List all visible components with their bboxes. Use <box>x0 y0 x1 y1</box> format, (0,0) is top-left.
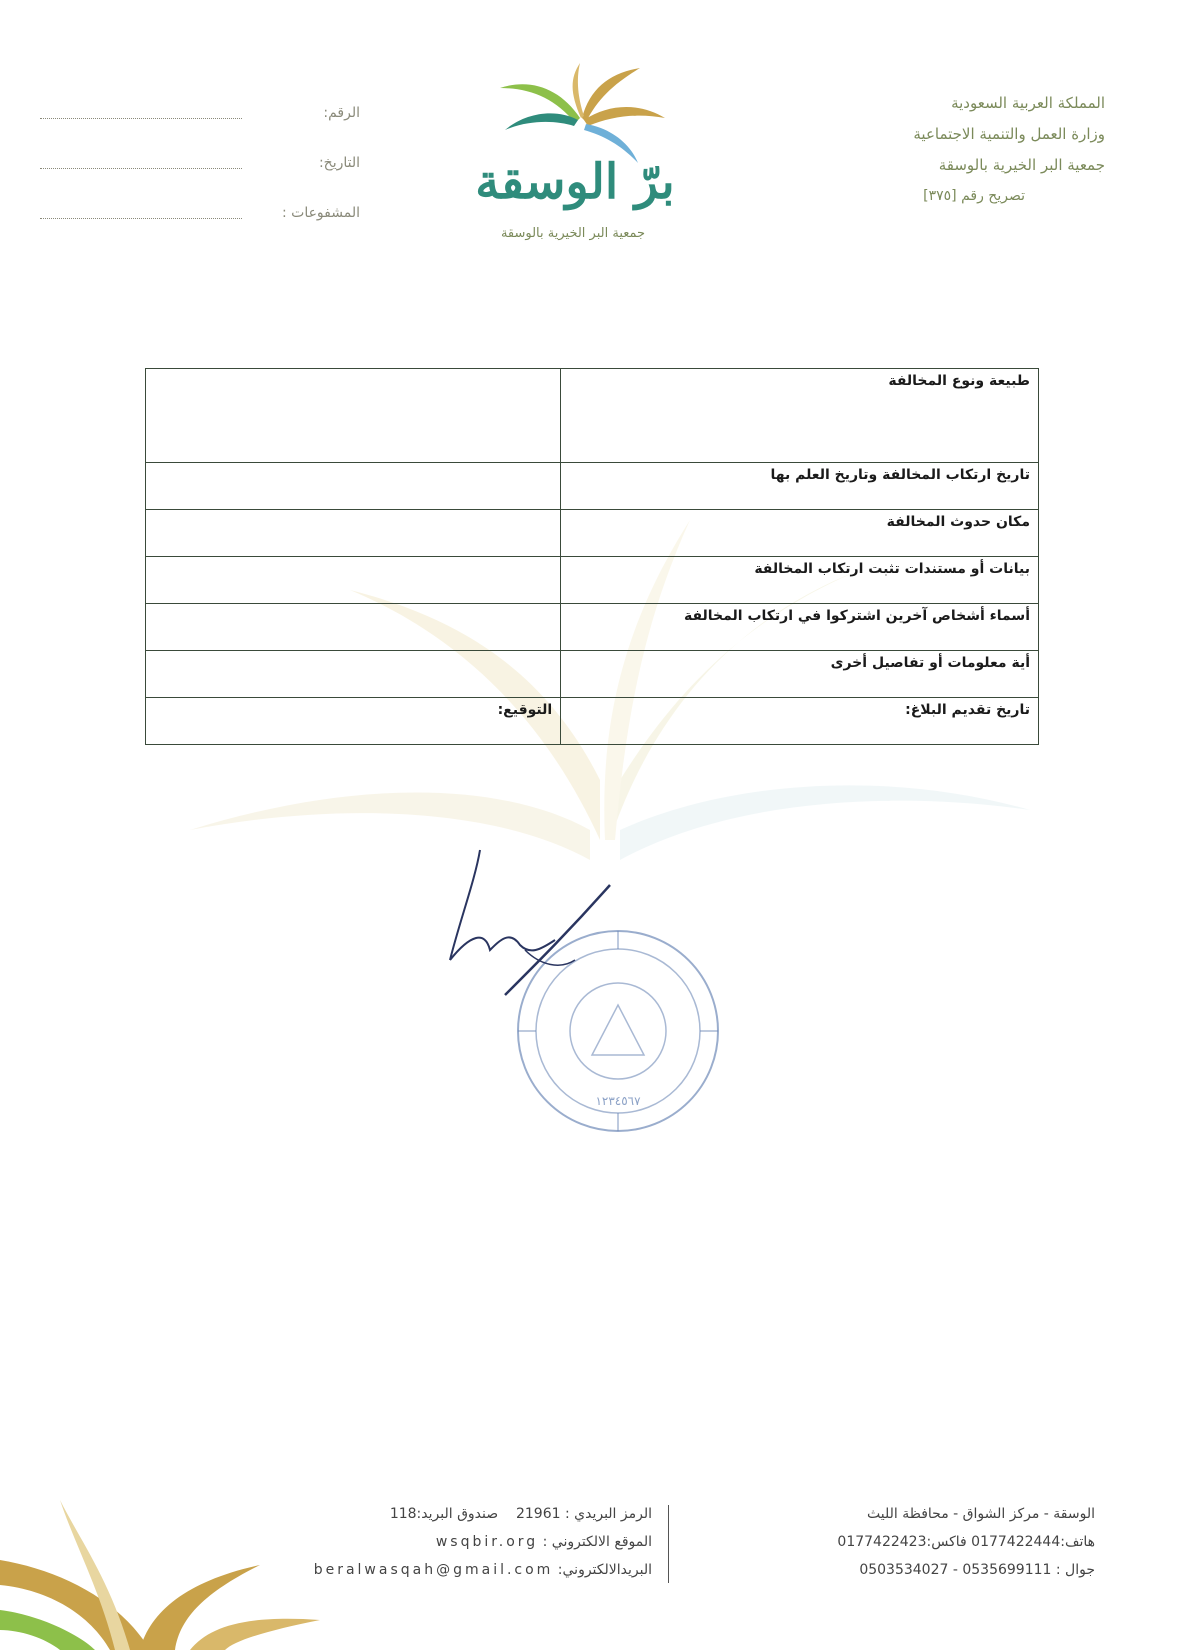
field-attachments <box>40 188 360 238</box>
row-label-evidence: بيانات أو مستندات تثبت ارتكاب المخالفة <box>561 557 1039 604</box>
footer-email-value[interactable]: beralwasqah@gmail.com <box>313 1562 554 1578</box>
footer-email <box>242 1556 652 1584</box>
row-label-violation-place: مكان حدوث المخالفة <box>561 510 1039 557</box>
license-number: تصريح رقم [٣٧٥] <box>923 188 1025 204</box>
handwritten-signature <box>440 840 620 1010</box>
footer-po-box-value: 118 <box>389 1506 417 1522</box>
row-value-violation-place[interactable] <box>146 510 561 557</box>
table-row <box>146 463 1039 510</box>
violation-report-form <box>145 368 1039 745</box>
field-number-line <box>40 108 242 119</box>
footer-contact-info <box>685 1500 1095 1584</box>
table-row <box>146 510 1039 557</box>
field-number <box>40 88 360 138</box>
org-line-association: جمعية البر الخيرية بالوسقة <box>938 156 1105 174</box>
row-label-report-date: تاريخ تقديم البلاغ: <box>561 698 1039 745</box>
footer-fax-value: 0177422423 <box>837 1534 927 1550</box>
table-row <box>146 557 1039 604</box>
footer-postal <box>242 1500 652 1528</box>
row-label-other-persons: أسماء أشخاص آخرين اشتركوا في ارتكاب المخالفة <box>561 604 1039 651</box>
stamp-number: ١٢٣٤٥٦٧ <box>595 1094 641 1108</box>
field-attachments-line <box>40 208 242 219</box>
row-value-violation-date[interactable] <box>146 463 561 510</box>
footer-website-value[interactable]: wsqbir.org <box>435 1534 539 1550</box>
footer-phone-label: هاتف: <box>1060 1534 1095 1550</box>
logo-calligraphy: برّ الوسقة <box>475 154 675 210</box>
footer-website-label: الموقع الالكتروني : <box>542 1534 652 1550</box>
row-label-signature[interactable]: التوقيع: <box>146 698 561 745</box>
row-value-other-details[interactable] <box>146 651 561 698</box>
field-date-line <box>40 158 242 169</box>
association-logo <box>470 58 680 248</box>
footer-address-text: الوسقة - مركز الشواق - محافظة الليث <box>867 1506 1095 1522</box>
row-value-other-persons[interactable] <box>146 604 561 651</box>
footer-email-label: البريدالالكتروني: <box>557 1562 652 1578</box>
table-row <box>146 698 1039 745</box>
logo-caption: جمعية البر الخيرية بالوسقة <box>500 226 646 241</box>
field-attachments-label: المشفوعات : <box>281 205 360 221</box>
footer-fax-label: فاكس: <box>926 1534 967 1550</box>
field-number-label: الرقم: <box>323 105 360 121</box>
reference-fields <box>40 88 360 238</box>
footer-phone-value: 0177422444 <box>971 1534 1061 1550</box>
footer-website <box>242 1528 652 1556</box>
org-line-country: المملكة العربية السعودية <box>951 94 1105 112</box>
row-label-violation-date: تاريخ ارتكاب المخالفة وتاريخ العلم بها <box>561 463 1039 510</box>
field-date-label: التاريخ: <box>318 155 360 171</box>
row-label-violation-type: طبيعة ونوع المخالفة <box>561 369 1039 463</box>
org-line-ministry: وزارة العمل والتنمية الاجتماعية <box>913 125 1105 143</box>
footer-po-box-label: صندوق البريد: <box>416 1506 499 1522</box>
footer-address <box>685 1500 1095 1528</box>
table-row <box>146 369 1039 463</box>
footer-divider <box>668 1505 669 1583</box>
table-row <box>146 651 1039 698</box>
row-label-other-details: أية معلومات أو تفاصيل أخرى <box>561 651 1039 698</box>
field-date <box>40 138 360 188</box>
row-value-evidence[interactable] <box>146 557 561 604</box>
footer-postal-code-value: 21961 <box>515 1506 561 1522</box>
footer-postal-code-label: الرمز البريدي : <box>564 1506 652 1522</box>
row-value-violation-type[interactable] <box>146 369 561 463</box>
table-row <box>146 604 1039 651</box>
footer-mobile-value: 0535699111 - 0503534027 <box>859 1562 1052 1578</box>
footer-postal-info <box>242 1500 652 1584</box>
footer-mobile <box>685 1556 1095 1584</box>
footer-mobile-label: جوال : <box>1055 1562 1095 1578</box>
organization-header <box>765 88 1105 212</box>
footer-phone-fax <box>685 1528 1095 1556</box>
